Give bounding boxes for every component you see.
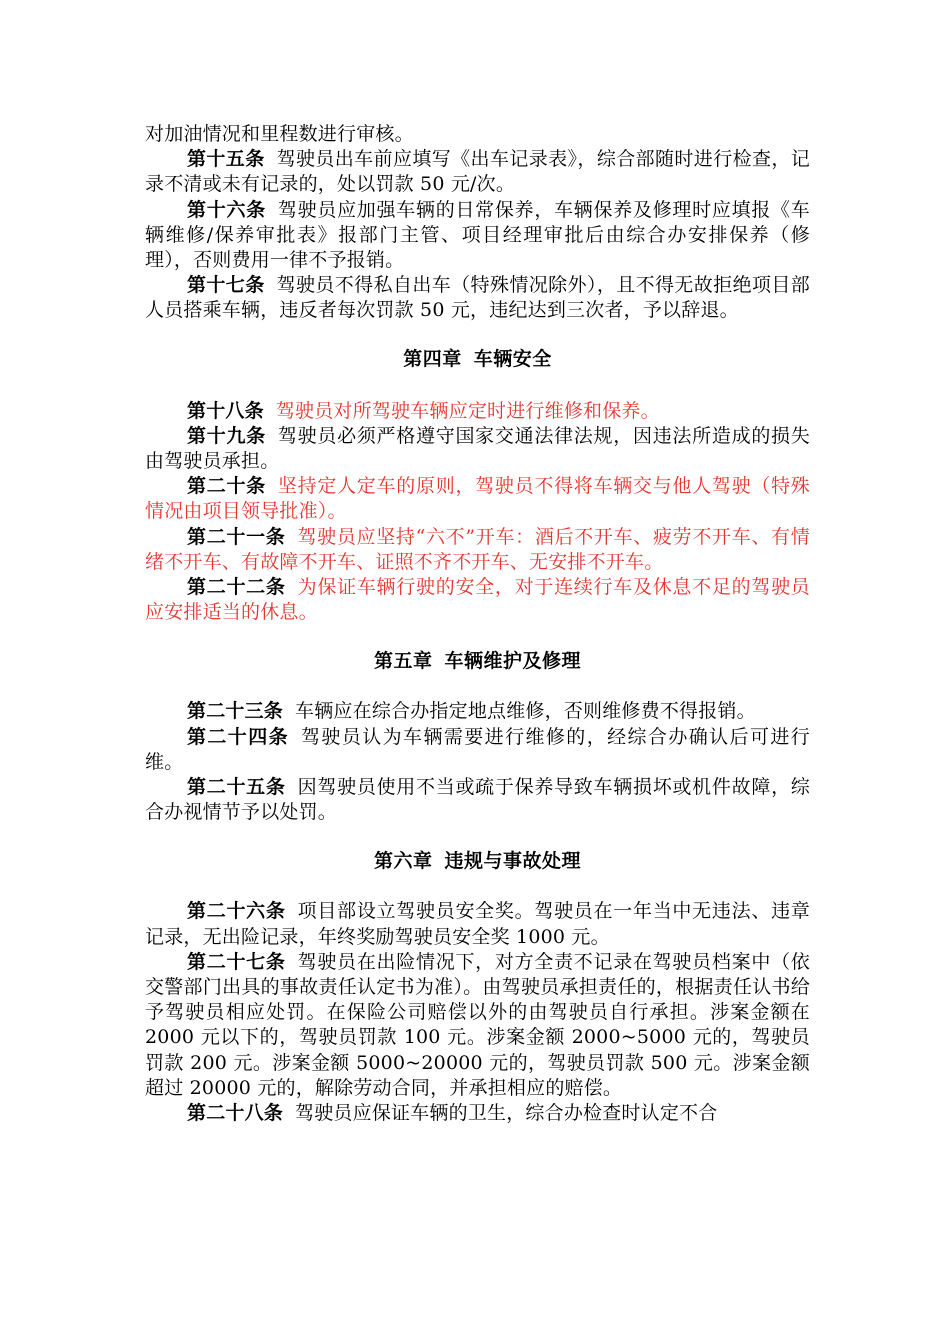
article-label: 第二十四条: [187, 725, 290, 748]
article-16: [145, 198, 810, 274]
paragraph-continuation: 对加油情况和里程数进行审核。: [145, 123, 414, 145]
article-label: 第十八条: [187, 399, 264, 422]
chapter-number: 第六章: [373, 850, 433, 873]
chapter-number: 第五章: [373, 650, 433, 673]
article-text: 驾驶员应加强车辆的日常保养，车辆保养及修理时应填报《车辆维修/保养审批表》报部门主管、项目经理审批后由综合办安排保养（修理），否则费用一律不予报销。: [145, 198, 810, 272]
article-text: 驾驶员对所驾驶车辆应定时进行维修和保养。: [275, 399, 660, 422]
article-25: [145, 775, 810, 825]
article-text: 驾驶员出车前应填写《出车记录表》，综合部随时进行检查，记录不清或未有记录的，处以罚款 50 元/次。: [145, 148, 810, 196]
article-text: 驾驶员应坚持“六不”开车：酒后不开车、疲劳不开车、有情绪不开车、有故障不开车、证照不齐不开车、无安排不开车。: [145, 525, 810, 573]
article-28: [145, 1101, 810, 1126]
article-label: 第十九条: [187, 424, 266, 447]
article-text: 驾驶员应保证车辆的卫生，综合办检查时认定不合: [295, 1102, 718, 1125]
article-19: [145, 424, 810, 474]
chapter-title: 车辆安全: [473, 347, 552, 370]
article-17: [145, 273, 810, 323]
article-15: [145, 147, 810, 197]
article-22: [145, 575, 810, 625]
article-text: 为保证车辆行驶的安全，对于连续行车及休息不足的驾驶员应安排适当的休息。: [145, 576, 810, 624]
chapter-4-heading: [145, 347, 810, 372]
article-18: [145, 399, 810, 424]
article-text: 坚持定人定车的原则，驾驶员不得将车辆交与他人驾驶（特殊情况由项目领导批准）。: [145, 475, 810, 523]
chapter-5-heading: [145, 649, 810, 674]
article-label: 第二十条: [187, 475, 266, 498]
article-26: [145, 899, 810, 949]
article-label: 第十五条: [187, 148, 265, 171]
article-label: 第二十七条: [187, 950, 286, 973]
article-label: 第二十二条: [187, 576, 286, 599]
article-text: 驾驶员认为车辆需要进行维修的，经综合办确认后可进行维。: [145, 725, 810, 773]
article-label: 第二十八条: [187, 1102, 284, 1125]
article-21: [145, 525, 810, 575]
article-label: 第二十一条: [187, 525, 286, 548]
article-label: 第二十三条: [187, 700, 284, 723]
article-27: [145, 950, 810, 1101]
article-text: 驾驶员在出险情况下，对方全责不记录在驾驶员档案中（依交警部门出具的事故责任认定书为准）。由驾驶员承担责任的，根据责任认书给予驾驶员相应处罚。在保险公司赔偿以外的由驾驶员自行承担。涉案金额在 2000 元以下的，驾驶员罚款 100 元。涉案金额 2000~5000 元的，驾驶员罚款 200 元。涉案金额 5000~20000 元的，驾驶员罚款 500 元。涉案金额超过 20000 元的，解除劳动合同，并承担相应的赔偿。: [145, 950, 810, 1099]
article-text: 驾驶员不得私自出车（特殊情况除外），且不得无故拒绝项目部人员搭乘车辆，违反者每次罚款 50 元，违纪达到三次者，予以辞退。: [145, 274, 810, 322]
chapter-title: 车辆维护及修理: [444, 650, 582, 673]
article-label: 第十六条: [187, 198, 266, 221]
article-label: 第二十五条: [187, 776, 286, 799]
chapter-title: 违规与事故处理: [444, 850, 582, 873]
article-24: [145, 725, 810, 775]
article-text: 因驾驶员使用不当或疏于保养导致车辆损坏或机件故障，综合办视情节予以处罚。: [145, 776, 810, 824]
article-23: [145, 699, 810, 724]
chapter-6-heading: [145, 849, 810, 874]
article-text: 项目部设立驾驶员安全奖。驾驶员在一年当中无违法、违章记录，无出险记录，年终奖励驾驶员安全奖 1000 元。: [145, 900, 810, 948]
chapter-number: 第四章: [403, 347, 462, 370]
article-text: 车辆应在综合办指定地点维修，否则维修费不得报销。: [295, 700, 756, 723]
article-text: 驾驶员必须严格遵守国家交通法律法规，因违法所造成的损失由驾驶员承担。: [145, 424, 810, 473]
article-label: 第十七条: [187, 274, 265, 297]
article-20: [145, 474, 810, 524]
article-label: 第二十六条: [187, 900, 286, 923]
